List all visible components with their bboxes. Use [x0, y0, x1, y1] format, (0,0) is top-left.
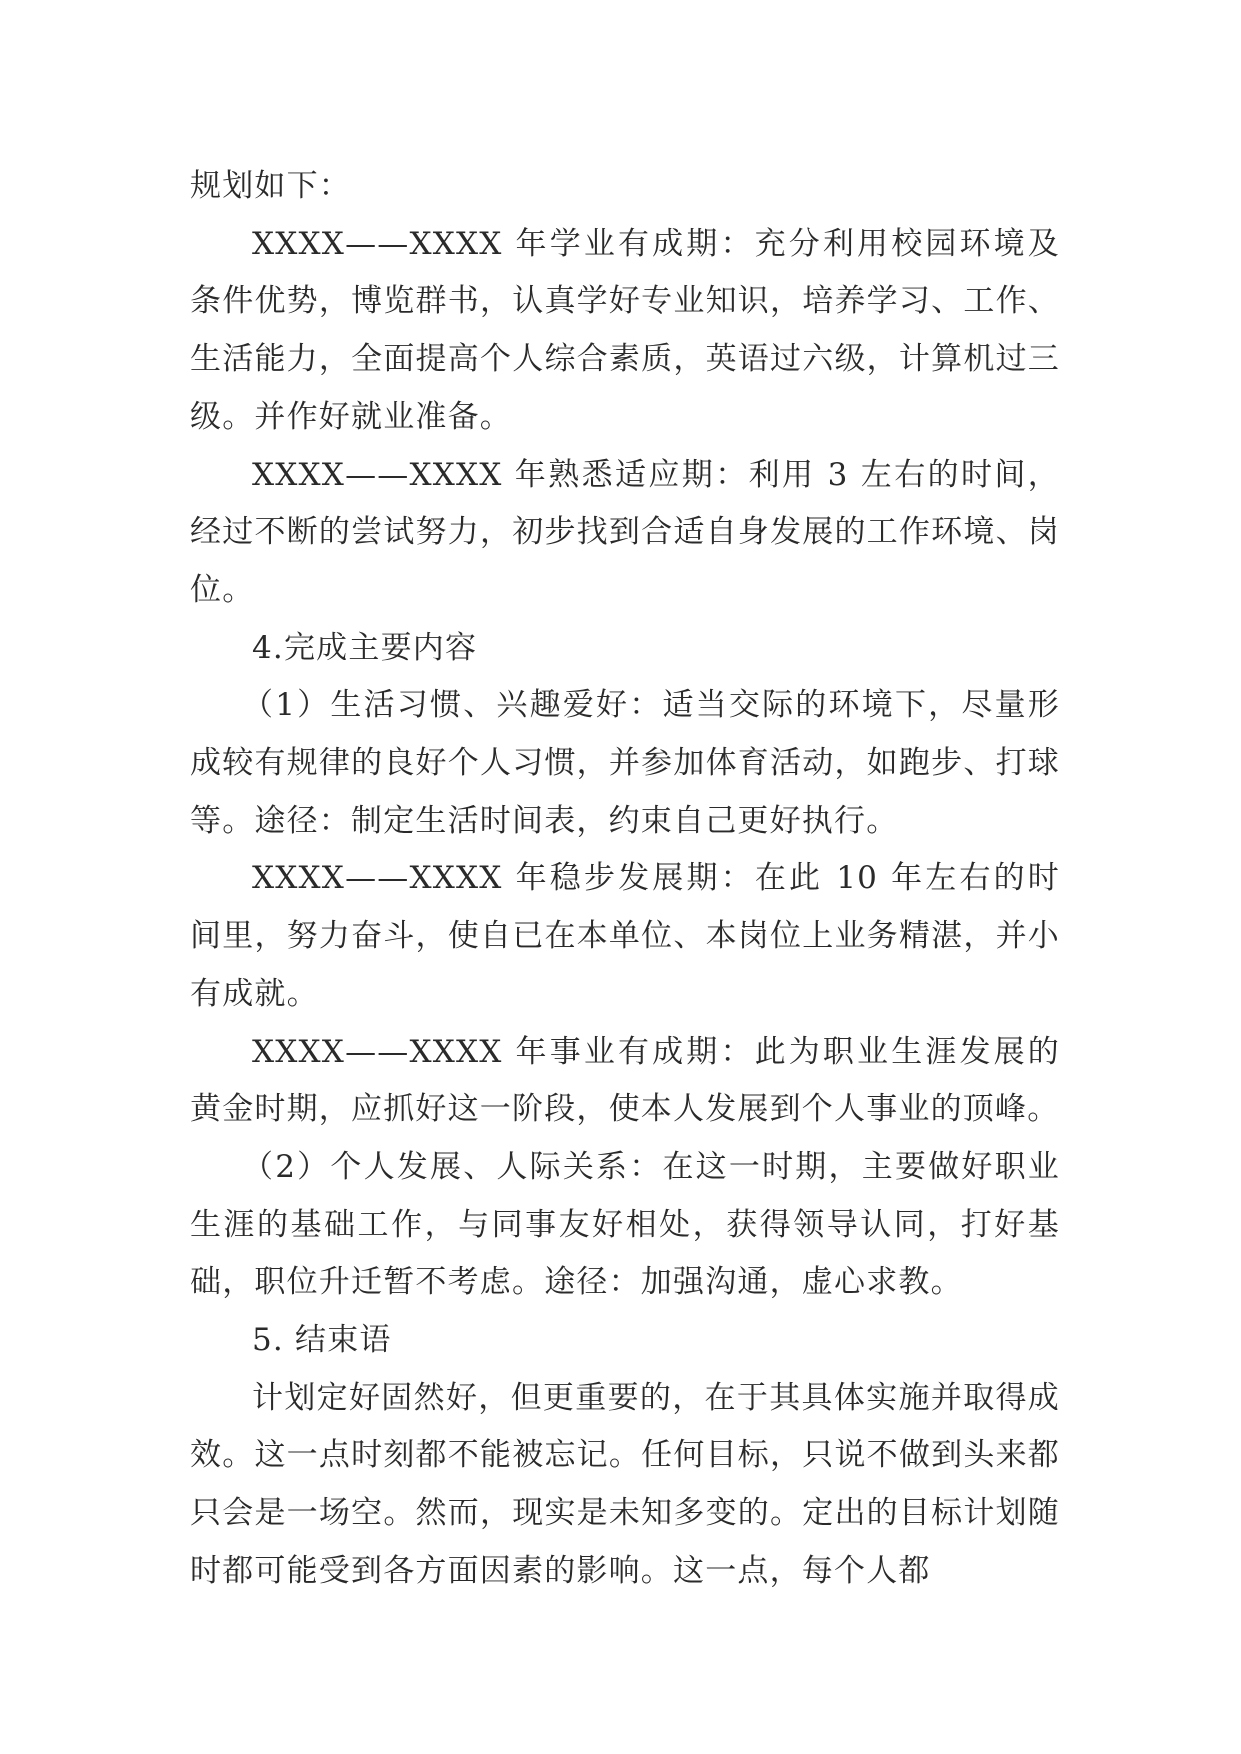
section-heading-conclusion: 5. 结束语: [252, 1322, 392, 1359]
paragraph-steady-development-phase: XXXX——XXXX 年稳步发展期：在此 10 年左右的时间里，努力奋斗，使自已在本单位、本岗位上业务精湛，并小有成就。: [190, 860, 1060, 1012]
paragraph-career-success-phase: XXXX——XXXX 年事业有成期：此为职业生涯发展的黄金时期，应抓好这一阶段，使本人发展到个人事业的顶峰。: [190, 1033, 1060, 1128]
paragraph-habits-hobbies: （1）生活习惯、兴趣爱好：适当交际的环境下，尽量形成较有规律的良好个人习惯，并参加体育活动，如跑步、打球等。途径：制定生活时间表，约束自己更好执行。: [190, 687, 1060, 839]
section-heading-main-content: 4.完成主要内容: [252, 629, 478, 666]
paragraph-academic-phase: XXXX——XXXX 年学业有成期：充分利用校园环境及条件优势，博览群书，认真学好专业知识，培养学习、工作、生活能力，全面提高个人综合素质，英语过六级，计算机过三级。并作好就业准备。: [190, 225, 1060, 435]
paragraph-adaptation-phase: XXXX——XXXX 年熟悉适应期：利用 3 左右的时间，经过不断的尝试努力，初步找到合适自身发展的工作环境、岗位。: [190, 456, 1060, 608]
paragraph-personal-development: （2）个人发展、人际关系：在这一时期，主要做好职业生涯的基础工作，与同事友好相处，获得领导认同，打好基础，职位升迁暂不考虑。途径：加强沟通，虚心求教。: [190, 1148, 1060, 1301]
paragraph-conclusion: 计划定好固然好，但更重要的，在于其具体实施并取得成效。这一点时刻都不能被忘记。任何目标，只说不做到头来都只会是一场空。然而，现实是未知多变的。定出的目标计划随时都可能受到各方面因素的影响。这一点，每个人都: [190, 1379, 1060, 1589]
paragraph-plan-intro: 规划如下：: [190, 168, 351, 204]
document-body: [190, 158, 1060, 1601]
